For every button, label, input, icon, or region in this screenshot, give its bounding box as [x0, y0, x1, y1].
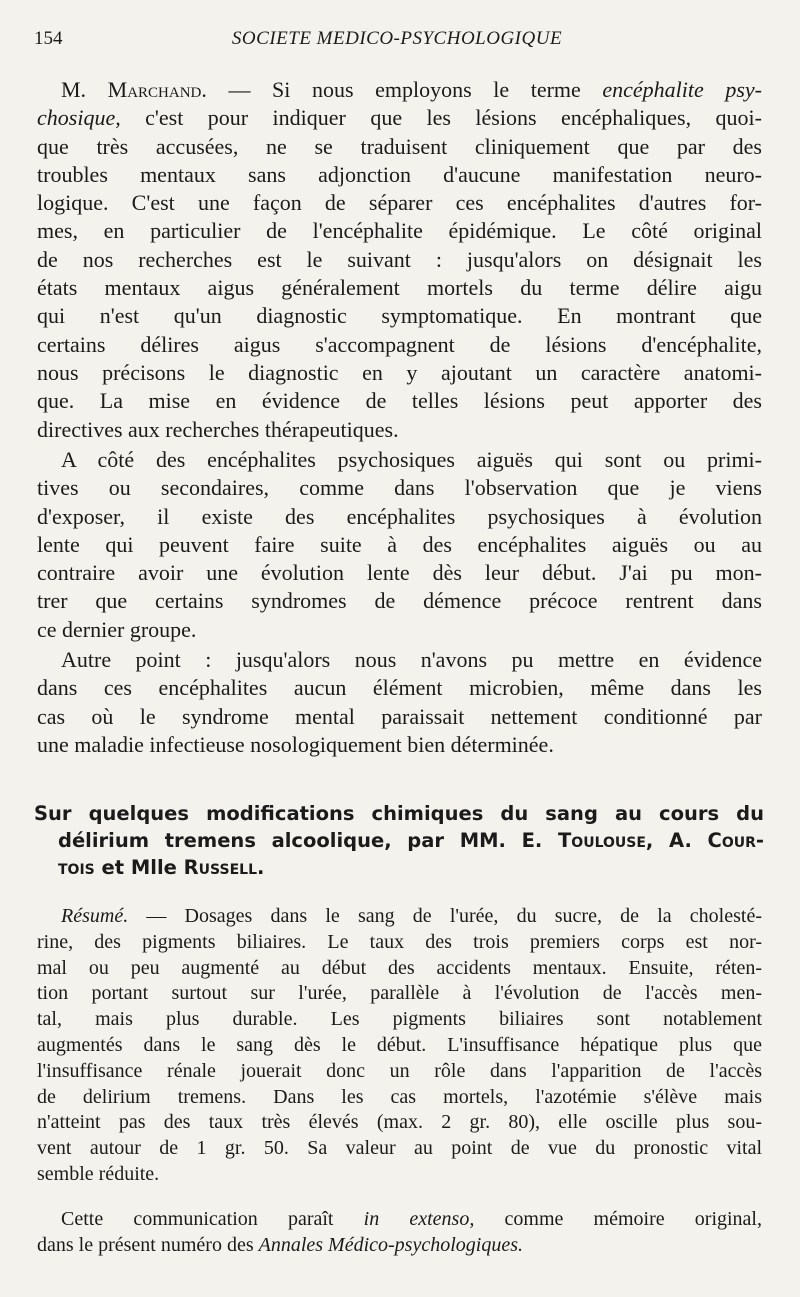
text-line: de delirium tremens. Dans les cas mortels, l'azotémie s'élève mais — [37, 1085, 762, 1108]
text-line: dans ces encéphalites aucun élément microbien, même dans les — [37, 675, 762, 701]
text-line: lente qui peuvent faire suite à des encéphalites aiguës ou au — [37, 531, 762, 557]
text-line: qui n'est qu'un diagnostic symptomatique. En montrant que — [37, 303, 762, 329]
text-line: l'insuffisance rénale jouerait donc un rôle dans l'apparition de l'accès — [37, 1059, 762, 1082]
speaker-name: M. Marchand. — [61, 77, 207, 102]
text-line: Cette communication paraît in extenso, comme mémoire original, — [61, 1208, 762, 1230]
text-line: Résumé. — Dosages dans le sang de l'urée, du sucre, de la cholesté- — [61, 905, 762, 927]
publication-note — [37, 1207, 762, 1259]
text-line: que très accusées, ne se traduisent cliniquement que par des — [37, 133, 762, 159]
title-line: Sur quelques modifications chimiques du sang au cours du — [34, 802, 764, 825]
text-line: troubles mentaux sans adjonction d'aucune manifestation neuro- — [37, 161, 762, 187]
text-line: certains délires aigus s'accompagnent de lésions d'encéphalite, — [37, 331, 762, 357]
text-line: d'exposer, il existe des encéphalites psychosiques à évolution — [37, 503, 762, 529]
text-line: cas où le syndrome mental paraissait nettement conditionné par — [37, 703, 762, 729]
discussion-paragraph-3 — [37, 646, 762, 759]
text-line: tal, mais plus durable. Les pigments biliaires sont notablement — [37, 1008, 762, 1031]
discussion-paragraph-1 — [37, 76, 762, 444]
text-line: semble réduite. — [37, 1162, 160, 1185]
text-line: rine, des pigments biliaires. Le taux des trois premiers corps est nor- — [37, 930, 762, 953]
text-line: états mentaux aigus généralement mortels du terme délire aigu — [37, 275, 762, 301]
summary-label: Résumé. — [61, 905, 129, 927]
text-line: logique. C'est une façon de séparer ces encéphalites d'autres for- — [37, 190, 762, 216]
text-line: que. La mise en évidence de telles lésions peut apporter des — [37, 388, 762, 414]
text-line: mal ou peu augmenté au début des accidents mentaux. Ensuite, réten- — [37, 956, 762, 979]
text-line: directives aux recherches thérapeutiques. — [37, 416, 399, 442]
title-line: tois et Mlle Russell. — [58, 856, 265, 879]
text-line: trer que certains syndromes de démence précoce rentrent dans — [37, 588, 762, 614]
text-line: tives ou secondaires, comme dans l'observation que je viens — [37, 475, 762, 501]
article-summary — [37, 904, 762, 1188]
text-line: n'atteint pas des taux très élevés (max. 2 gr. 80), elle oscille plus sou- — [37, 1111, 762, 1134]
text-line: une maladie infectieuse nosologiquement bien déterminée. — [37, 731, 554, 757]
text-line: tion portant surtout sur l'urée, parallèle à l'évolution de l'accès men- — [37, 982, 762, 1005]
text-line: nous précisons le diagnostic en y ajoutant un caractère anatomi- — [37, 359, 762, 385]
text-line: chosique, c'est pour indiquer que les lésions encéphaliques, quoi- — [37, 105, 762, 131]
text-line: M. Marchand. — Si nous employons le terme encéphalite psy- — [61, 77, 763, 102]
text-line: A côté des encéphalites psychosiques aiguës qui sont ou primi- — [61, 447, 762, 472]
text-line: de nos recherches est le suivant : jusqu'alors on désignait les — [37, 246, 762, 272]
running-title: SOCIETE MEDICO-PSYCHOLOGIQUE — [231, 28, 563, 49]
text-line: ce dernier groupe. — [37, 616, 197, 642]
text-line: mes, en particulier de l'encéphalite épidémique. Le côté original — [37, 218, 762, 244]
article-title — [34, 800, 764, 881]
text-line: contraire avoir une évolution lente dès leur début. J'ai pu mon- — [37, 560, 762, 586]
title-line: délirium tremens alcoolique, par MM. E. Toulouse, A. Cour- — [58, 829, 764, 852]
discussion-paragraph-2 — [37, 446, 762, 644]
page-number: 154 — [34, 28, 63, 49]
text-line: augmentés dans le sang dès le début. L'insuffisance hépatique plus que — [37, 1033, 762, 1056]
text-line: dans le présent numéro des Annales Médico-psychologiques. — [37, 1233, 523, 1256]
text-line: vent autour de 1 gr. 50. Sa valeur au point de vue du pronostic vital — [37, 1137, 762, 1160]
text-line: Autre point : jusqu'alors nous n'avons pu mettre en évidence — [61, 647, 762, 672]
page-header — [34, 28, 760, 58]
